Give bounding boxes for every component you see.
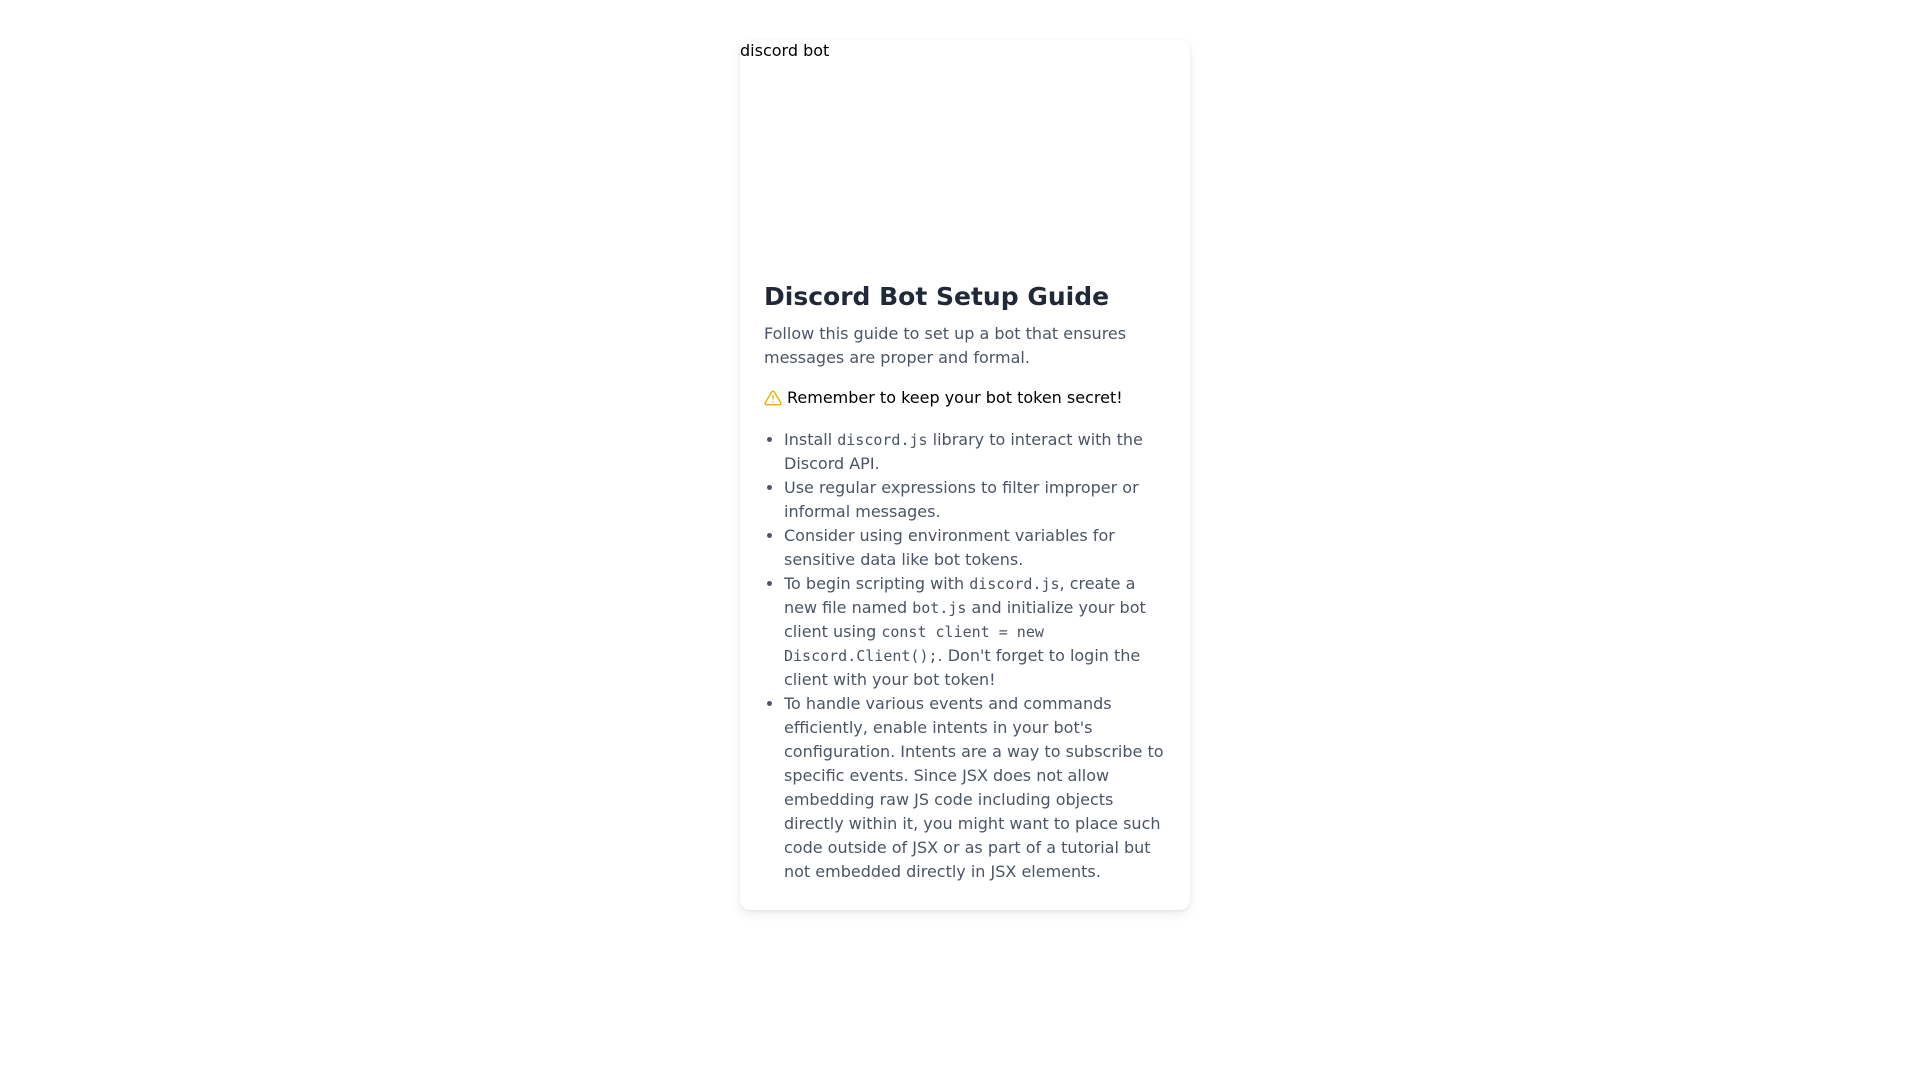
- list-item: [784, 692, 1168, 884]
- tip-text: , create a new file named: [784, 574, 1136, 617]
- tip-text: library to interact with the Discord API.: [784, 430, 1143, 473]
- warning-text: Remember to keep your bot token secret!: [787, 388, 1123, 407]
- list-item: [784, 476, 1168, 524]
- warning-triangle-icon: [764, 389, 782, 407]
- inline-code: bot.js: [912, 599, 967, 617]
- guide-description: Follow this guide to set up a bot that ensures messages are proper and formal.: [764, 324, 1127, 367]
- warning-notice: [764, 386, 1168, 410]
- tips-list: [764, 428, 1168, 884]
- list-item: [784, 428, 1168, 476]
- inline-code: discord.js: [837, 431, 928, 449]
- tip-text: and initialize your bot client using: [784, 598, 1146, 641]
- list-item: [784, 524, 1168, 572]
- page-title: Discord Bot Setup Guide: [764, 282, 1110, 311]
- tip-text: . Don't forget to login the client with your bot token!: [784, 646, 1141, 689]
- tip-text: Consider using environment variables for sensitive data like bot tokens.: [784, 526, 1115, 569]
- tip-text: To begin scripting with: [784, 574, 970, 593]
- tip-text: Install: [784, 430, 838, 449]
- bot-image-alt-text: discord bot: [740, 41, 830, 60]
- tip-text: To handle various events and commands efficiently, enable intents in your bot's configuration. Intents are a way to subscribe to specific events. Since JSX does not allow embedding raw JS code including objects directly within it, you might want to place such code outside of JSX or as part of a tutorial but not embedded directly in JSX elements.: [784, 694, 1164, 881]
- inline-code: const client = new Discord.Client();: [784, 623, 1044, 665]
- card-content: [764, 280, 1168, 884]
- bot-image: [740, 40, 1190, 262]
- list-item: [784, 572, 1168, 692]
- guide-card: [740, 40, 1190, 910]
- inline-code: discord.js: [969, 575, 1060, 593]
- tip-text: Use regular expressions to filter improper or informal messages.: [784, 478, 1139, 521]
